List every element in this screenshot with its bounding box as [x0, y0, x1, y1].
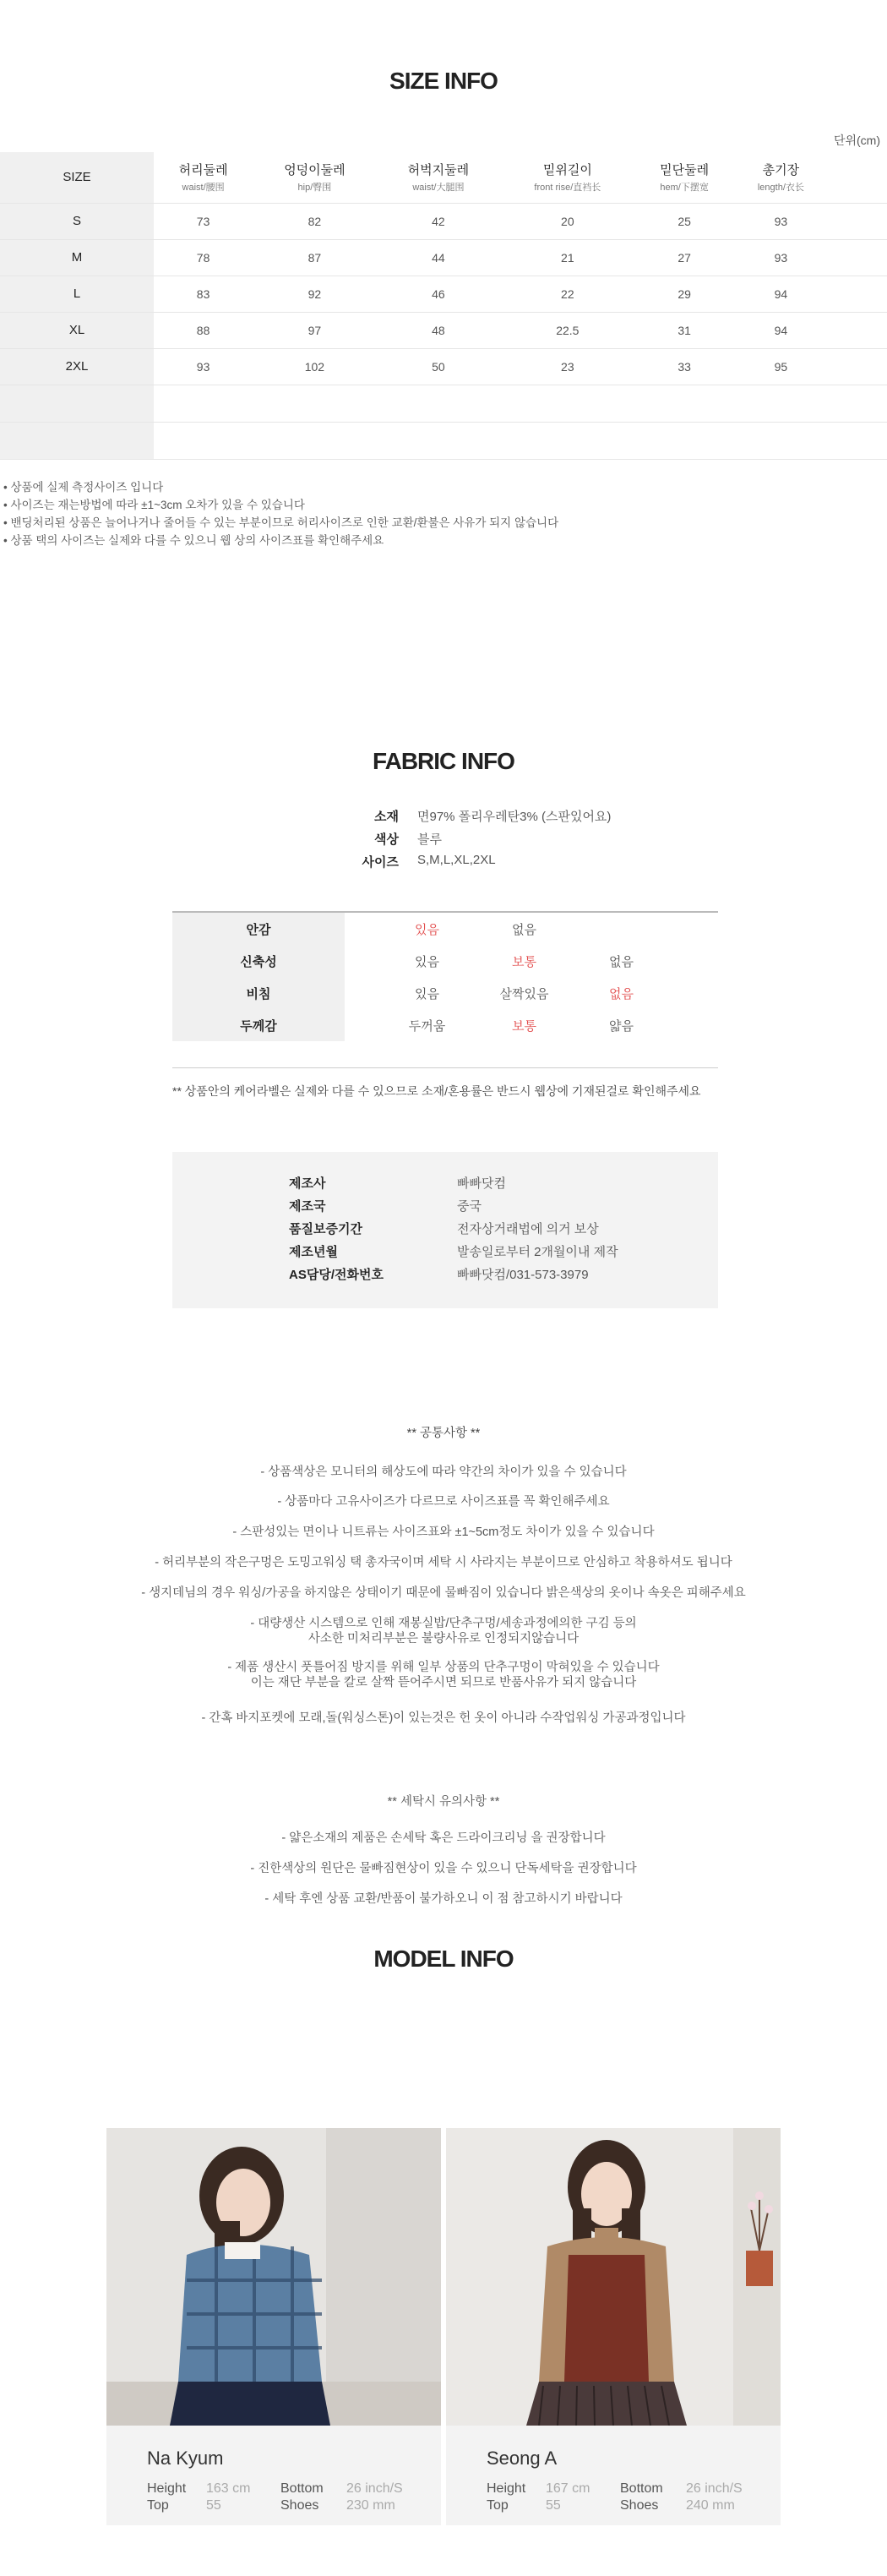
- spec-label: 색상: [374, 832, 399, 847]
- size-column-header: 허리둘레 waist/腰围: [154, 152, 253, 203]
- table-cell: 20: [500, 203, 634, 239]
- table-cell: 93: [734, 239, 828, 276]
- table-row: [0, 312, 887, 348]
- wash-notice-item: - 진한색상의 원단은 물빠짐현상이 있을 수 있으니 단독세탁을 권장합니다: [250, 1862, 637, 1875]
- table-cell: [828, 312, 887, 348]
- size-corner-label: SIZE: [0, 152, 154, 203]
- wash-notice-head: ** 세탁시 유의사항 **: [387, 1795, 500, 1809]
- maker-row: [172, 1242, 718, 1265]
- maker-value: 빠빠닷컴: [457, 1176, 506, 1191]
- maker-row: [172, 1174, 718, 1197]
- common-notice-item: - 상품색상은 모니터의 해상도에 따라 약간의 차이가 있을 수 있습니다: [260, 1465, 627, 1479]
- feel-option: 있음: [415, 954, 439, 969]
- table-cell: 31: [635, 312, 734, 348]
- feel-label: 비침: [172, 977, 345, 1009]
- size-note: • 상품에 실제 측정사이즈 입니다: [3, 481, 164, 494]
- maker-value: 빠빠닷컴/031-573-3979: [457, 1268, 589, 1282]
- size-note: • 사이즈는 재는방법에 따라 ±1~3cm 오차가 있을 수 있습니다: [3, 499, 305, 511]
- table-cell: 94: [734, 312, 828, 348]
- stat-label-top: Top: [487, 2498, 509, 2513]
- table-row: [0, 239, 887, 276]
- table-cell: 73: [154, 203, 253, 239]
- table-cell: 95: [734, 348, 828, 385]
- table-cell: 94: [734, 276, 828, 312]
- model-photo: [446, 2128, 781, 2426]
- table-cell: 23: [500, 348, 634, 385]
- table-row-empty: [0, 422, 887, 459]
- table-cell: 88: [154, 312, 253, 348]
- maker-row: [172, 1265, 718, 1288]
- common-notice: [0, 1426, 887, 1441]
- table-cell: 42: [377, 203, 500, 239]
- size-info-title: SIZE INFO: [389, 68, 498, 94]
- stat-value-shoes: 240 mm: [686, 2498, 735, 2513]
- spec-value: 면97% 폴리우레탄3% (스판있어요): [417, 810, 612, 824]
- wash-notice-item: - 얇은소재의 제품은 손세탁 혹은 드라이크리닝 을 권장합니다: [281, 1831, 606, 1845]
- model-photo-image: [106, 2128, 441, 2426]
- care-label-note: ** 상품안의 케어라벨은 실제와 다를 수 있으므로 소재/혼용률은 반드시 웹상에 기재된걸로 확인해주세요: [172, 1084, 701, 1098]
- model-name: Seong A: [487, 2448, 558, 2469]
- model-name: Na Kyum: [147, 2448, 224, 2469]
- size-row-label: XL: [0, 312, 154, 348]
- table-cell: 22: [500, 276, 634, 312]
- size-column-spacer: [828, 152, 887, 203]
- common-notice-item: - 허리부분의 작은구멍은 도밍고워싱 택 총자국이며 세탁 시 사라지는 부분이므로 안심하고 착용하셔도 됩니다: [155, 1556, 732, 1569]
- size-row-label: 2XL: [0, 348, 154, 385]
- feel-option-selected: 보통: [512, 954, 536, 969]
- spec-row: [0, 807, 887, 830]
- table-cell: 27: [635, 239, 734, 276]
- table-cell: [828, 203, 887, 239]
- maker-value: 발송일로부터 2개월이내 제작: [457, 1245, 618, 1259]
- spec-label: 사이즈: [362, 855, 399, 870]
- fabric-feel-table: [172, 911, 718, 1041]
- table-cell: 21: [500, 239, 634, 276]
- feel-option: 있음: [415, 986, 439, 1001]
- table-cell: 93: [154, 348, 253, 385]
- common-notice-item: - 생지데님의 경우 워싱/가공을 하지않은 상태이기 때문에 물빠짐이 있습니다 밝은색상의 옷이나 속옷은 피해주세요: [141, 1586, 746, 1600]
- size-unit-label: 단위(cm): [833, 134, 880, 147]
- model-photo: [106, 2128, 441, 2426]
- table-cell: 29: [635, 276, 734, 312]
- stat-value-bottom: 26 inch/S: [346, 2481, 403, 2496]
- table-cell: 22.5: [500, 312, 634, 348]
- maker-value: 중국: [457, 1199, 482, 1214]
- model-photo-image: [446, 2128, 781, 2426]
- table-cell: 93: [734, 203, 828, 239]
- feel-row: [172, 977, 718, 1009]
- feel-label: 두께감: [172, 1009, 345, 1041]
- spec-row: [0, 830, 887, 853]
- size-note: • 상품 택의 사이즈는 실제와 다를 수 있으니 웹 상의 사이즈표를 확인해주세요: [3, 534, 384, 547]
- size-table-header: [0, 152, 887, 203]
- maker-label: 제조년월: [289, 1245, 338, 1259]
- spec-row: [0, 853, 887, 876]
- maker-row: [172, 1220, 718, 1242]
- maker-row: [172, 1197, 718, 1220]
- common-notice-item: - 제품 생산시 풋틀어짐 방지를 위해 일부 상품의 단추구멍이 막혀있을 수 있습니다 이는 재단 부분을 칼로 살짝 뜯어주시면 되므로 반품사유가 되지 않습니다: [227, 1661, 660, 1689]
- spec-value: S,M,L,XL,2XL: [417, 853, 496, 867]
- size-notes: [3, 478, 558, 549]
- table-row: [0, 276, 887, 312]
- table-cell: 92: [253, 276, 376, 312]
- table-cell: 33: [635, 348, 734, 385]
- feel-option: 없음: [609, 954, 634, 969]
- table-cell: 102: [253, 348, 376, 385]
- spec-value: 블루: [417, 832, 442, 847]
- size-row-label: S: [0, 203, 154, 239]
- table-cell: 78: [154, 239, 253, 276]
- size-column-header: 밑단둘레 hem/下摆宽: [635, 152, 734, 203]
- size-table: [0, 152, 887, 460]
- maker-info-box: [172, 1152, 718, 1308]
- table-cell: [828, 239, 887, 276]
- common-notice-head: ** 공통사항 **: [406, 1427, 481, 1440]
- stat-value-height: 167 cm: [546, 2481, 590, 2496]
- feel-option-selected: 보통: [512, 1018, 536, 1034]
- size-column-header: 총기장 length/衣长: [734, 152, 828, 203]
- model-card: [446, 2128, 781, 2525]
- feel-option: 살짝있음: [499, 986, 549, 1001]
- table-cell: 46: [377, 276, 500, 312]
- table-cell: 25: [635, 203, 734, 239]
- common-notice-item: - 스판성있는 면이나 니트류는 사이즈표와 ±1~5cm정도 차이가 있을 수 있습니다: [232, 1525, 655, 1539]
- table-cell: [828, 348, 887, 385]
- table-cell: 44: [377, 239, 500, 276]
- table-row: [0, 348, 887, 385]
- feel-option: 없음: [512, 922, 536, 937]
- feel-option-selected: 없음: [609, 986, 634, 1001]
- feel-option-selected: 있음: [415, 922, 439, 937]
- table-row-empty: [0, 385, 887, 422]
- stat-value-top: 55: [546, 2498, 561, 2513]
- size-note: • 밴딩처리된 상품은 늘어나거나 줄어들 수 있는 부분이므로 허리사이즈로 인한 교환/환불은 사유가 되지 않습니다: [3, 516, 559, 529]
- common-notice-item: - 상품마다 고유사이즈가 다르므로 사이즈표를 꼭 확인해주세요: [277, 1495, 610, 1509]
- size-row-label: L: [0, 276, 154, 312]
- feel-row: [172, 1009, 718, 1041]
- size-column-header: 엉덩이둘레 hip/臀围: [253, 152, 376, 203]
- table-cell: 50: [377, 348, 500, 385]
- feel-option: 두꺼움: [408, 1018, 446, 1034]
- feel-row: [172, 945, 718, 977]
- stat-label-top: Top: [147, 2498, 169, 2513]
- stat-label-bottom: Bottom: [620, 2481, 663, 2496]
- table-cell: 83: [154, 276, 253, 312]
- wash-notice-item: - 세탁 후엔 상품 교환/반품이 불가하오니 이 점 참고하시기 바랍니다: [264, 1892, 623, 1906]
- common-notice-item: - 간혹 바지포켓에 모래,돌(워싱스톤)이 있는것은 헌 옷이 아니라 수작업워싱 가공과정입니다: [201, 1711, 686, 1725]
- feel-label: 신축성: [172, 945, 345, 977]
- feel-option: 얇음: [609, 1018, 634, 1034]
- stat-value-top: 55: [206, 2498, 221, 2513]
- table-cell: 82: [253, 203, 376, 239]
- size-column-header: 밑위길이 front rise/直裆长: [500, 152, 634, 203]
- stat-label-bottom: Bottom: [280, 2481, 324, 2496]
- table-row: [0, 203, 887, 239]
- fabric-specs: [0, 807, 887, 876]
- stat-label-height: Height: [147, 2481, 187, 2496]
- feel-label: 안감: [172, 913, 345, 945]
- table-cell: 97: [253, 312, 376, 348]
- table-cell: [828, 276, 887, 312]
- feel-row: [172, 913, 718, 945]
- model-card: [106, 2128, 441, 2525]
- maker-label: 품질보증기간: [289, 1222, 362, 1236]
- maker-label: 제조국: [289, 1199, 326, 1214]
- stat-label-height: Height: [487, 2481, 526, 2496]
- stat-value-shoes: 230 mm: [346, 2498, 395, 2513]
- table-cell: 48: [377, 312, 500, 348]
- maker-label: 제조사: [289, 1176, 326, 1191]
- fabric-info-title: FABRIC INFO: [373, 748, 514, 774]
- model-info-title: MODEL INFO: [373, 1946, 514, 1972]
- size-row-label: M: [0, 239, 154, 276]
- stat-label-shoes: Shoes: [280, 2498, 319, 2513]
- stat-value-height: 163 cm: [206, 2481, 251, 2496]
- common-notice-item: - 대량생산 시스템으로 인해 재봉실밥/단추구멍/세송과정에의한 구김 등의 사소한 미처리부분은 불량사유로 인정되지않습니다: [250, 1617, 637, 1645]
- stat-label-shoes: Shoes: [620, 2498, 659, 2513]
- spec-label: 소재: [374, 810, 399, 824]
- size-column-header: 허벅지둘레 waist/大腿围: [377, 152, 500, 203]
- model-cards: [106, 2128, 781, 2525]
- maker-value: 전자상거래법에 의거 보상: [457, 1222, 599, 1236]
- stat-value-bottom: 26 inch/S: [686, 2481, 743, 2496]
- maker-label: AS담당/전화번호: [289, 1268, 384, 1282]
- feel-divider: [172, 1067, 718, 1068]
- table-cell: 87: [253, 239, 376, 276]
